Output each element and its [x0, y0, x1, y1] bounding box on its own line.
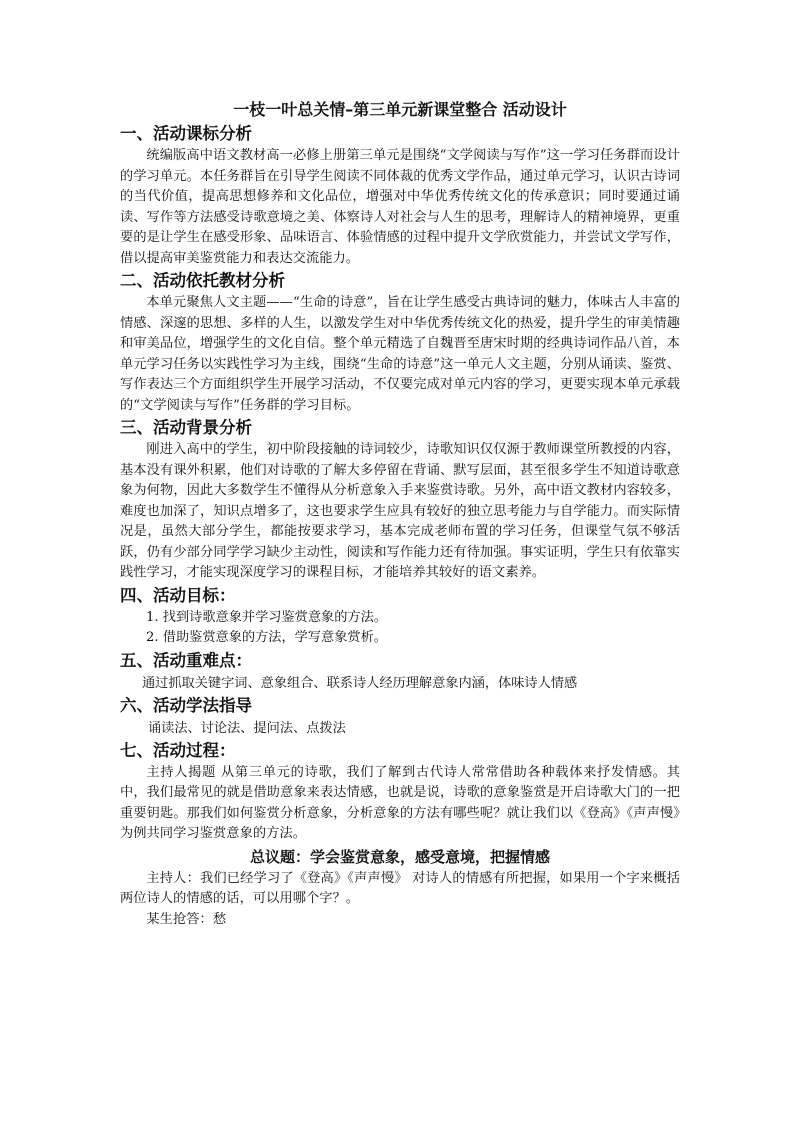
method-text: 诵读法、讨论法、提问法、点拨法	[148, 720, 346, 736]
key-points-text: 通过抓取关键字词、意象组合、联系诗人经历理解意象内涵，体味诗人情感	[142, 675, 578, 691]
host-paragraph: 主持人：我们已经学习了《登高》《声声慢》 对诗人的情感有所把握，如果用一个字来概括两位诗人的情感的话，可以用哪个字？。	[120, 870, 680, 906]
goal-item-1: 1. 找到诗歌意象并学习鉴赏意象的方法。	[146, 609, 387, 625]
section-paragraph-2: 本单元聚焦人文主题——“生命的诗意”，旨在让学生感受古典诗词的魅力，体味古人丰富的情感、深邃的思想、多样的人生，以激发学生对中华优秀传统文化的热爱，提升学生的审美情趣和审美品位，增强学生的文化自信。整个单元精选了自魏晋至唐宋时期的经典诗词作品八首，本单元学习任务以实践性学习为主线，围绕“生命的诗意”这一单元人文主题，分别从诵读、鉴赏、写作表达三个方面组织学生开展学习活动，不仅要完成对单元内容的学习，更要实现本单元承载的“文学阅读与写作”任务群的学习目标。	[120, 295, 680, 413]
key-points-heading: 五、活动重难点：	[120, 650, 252, 670]
section-heading-3: 三、活动背景分析	[120, 418, 252, 437]
topic-heading: 总议题：学会鉴赏意象，感受意境，把握情感	[249, 847, 550, 866]
document-title: 一枝一叶总关情–第三单元新课堂整合 活动设计	[233, 100, 567, 119]
section-heading-1: 一、活动课标分析	[120, 124, 252, 143]
section-heading-2: 二、活动依托教材分析	[120, 271, 285, 290]
document-page	[120, 98, 680, 930]
section-paragraph-1: 统编版高中语文教材高一必修上册第三单元是围绕“文学阅读与写作”这一学习任务群而设计的学习单元。本任务群旨在引导学生阅读不同体裁的优秀文学作品，通过单元学习，认识古诗词的当代价值，提高思想修养和文化品位，增强对中华优秀传统文化的传承意识；同时要通过诵读、写作等方法感受诗歌意境之美、体察诗人对社会与人生的思考，理解诗人的精神境界，更重要的是让学生在感受形象、品味语言、体验情感的过程中提升文学欣赏能力，并尝试文学写作，借以提高审美鉴赏能力和表达交流能力。	[120, 148, 680, 266]
goal-item-2: 2. 借助鉴赏意象的方法，学写意象赏析。	[146, 630, 387, 645]
goals-heading: 四、活动目标：	[120, 585, 236, 605]
answer-line: 某生抢答：愁	[146, 911, 227, 927]
method-heading: 六、活动学法指导	[120, 695, 252, 715]
section-paragraph-3: 刚进入高中的学生，初中阶段接触的诗词较少，诗歌知识仅仅源于教师课堂所教授的内容，基本没有课外积累，他们对诗歌的了解大多停留在背诵、默写层面，甚至很多学生不知道诗歌意象为何物，因此大多数学生不懂得从分析意象入手来鉴赏诗歌。另外，高中语文教材内容较多，难度也加深了，知识点增多了，这也要求学生应具有较好的独立思考能力与自学能力。而实际情况是，虽然大部分学生，都能按要求学习，基本完成老师布置的学习任务，但课堂气氛不够活跃，仍有少部分同学学习缺少主动性，阅读和写作能力还有待加强。事实证明，学生只有依靠实践性学习，才能实现深度学习的课程目标，才能培养其较好的语文素养。	[120, 442, 680, 580]
process-heading: 七、活动过程：	[120, 740, 236, 760]
process-paragraph: 主持人揭题 从第三单元的诗歌，我们了解到古代诗人常常借助各种载体来抒发情感。其中，我们最常见的就是借助意象来表达情感，也就是说，诗歌的意象鉴赏是开启诗歌大门的一把重要钥匙。那我们如何鉴赏分析意象，分析意象的方法有哪些呢？就让我们以《登高》《声声慢》为例共同学习鉴赏意象的方法。	[120, 764, 680, 841]
